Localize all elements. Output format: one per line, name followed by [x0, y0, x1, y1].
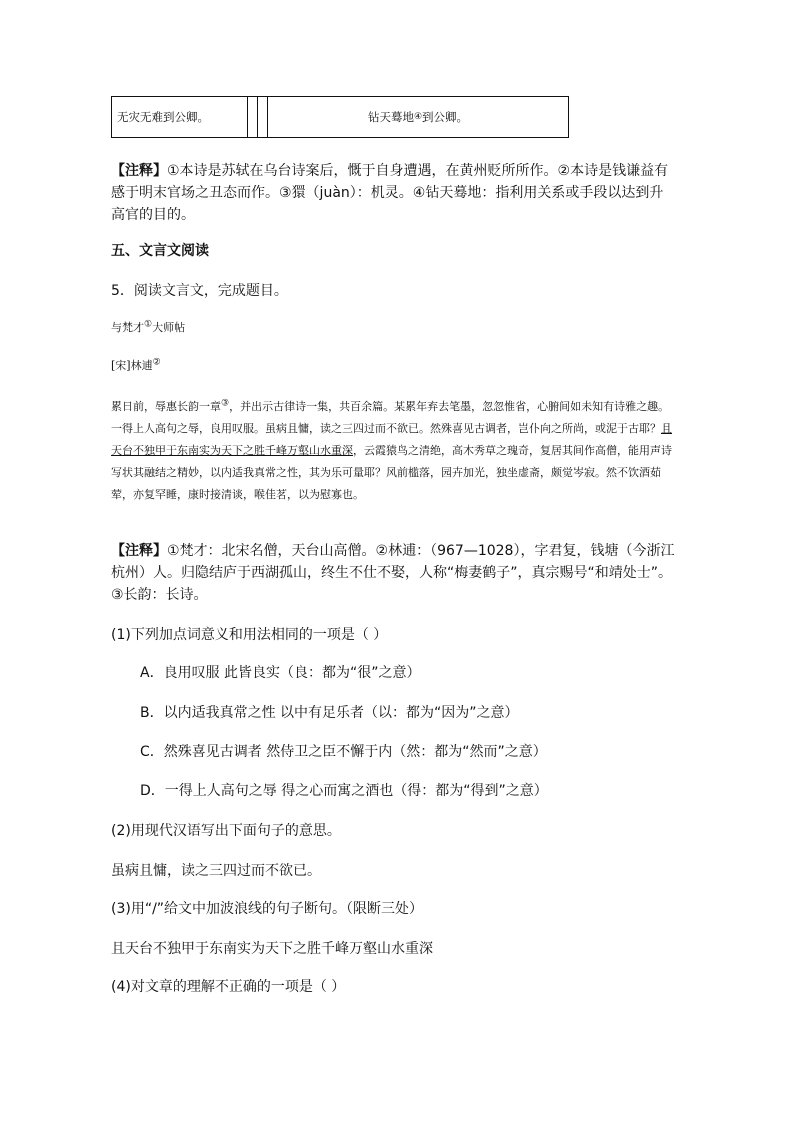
poem-comparison-table [111, 96, 569, 138]
right-cell-post: 到公卿。 [422, 110, 469, 124]
table-cell-left: 无灾无难到公卿。 [117, 110, 209, 124]
note-label: 【注释】 [111, 163, 167, 179]
passage-body: 累日前，辱惠长韵一章③，并出示古律诗一集，共百余篇。某累年弃去笔墨，忽忽惟省，心腑间如未知有诗雅之趣。一得上人高句之辱，良用叹服。虽病且慵，读之三四过而不欲已。然殊喜见古调者，岂仆向之所尚，或泥于古耶？且天台不独甲于东南实为天下之胜千峰万壑山水重深，云霞猿鸟之清绝，高木秀草之瑰奇，复居其间作高僧，能用声诗写状其融结之精妙，以内适我真常之性，其为乐可量耶？风前槛落，园卉加光，独坐虚斋，颇觉岑寂。然不饮酒茹荤，亦复罕睡，康时接清谈，喉佳茗，以为慰寡也。 [111, 398, 672, 501]
q1-option-a: A．良用叹服 此皆良实（良：都为“很”之意） [140, 665, 421, 681]
table-cell-divider-1 [247, 97, 257, 137]
right-cell-pre: 钻天蓦地 [367, 110, 414, 124]
note-text: ①梵才：北宋名僧，天台山高僧。②林逋：（967—1028），字君复，钱塘（今浙江杭州）人。归隐结庐于西湖孤山，终生不仕不娶，人称“梅妻鹤子”，真宗赐号“和靖处士”。③长韵：长诗。 [111, 543, 675, 603]
q3-stem: (3)用“/”给文中加波浪线的句子断句。（限断三处） [111, 901, 424, 917]
note-text: ①本诗是苏轼在乌台诗案后，慨于自身遭遇，在黄州贬所所作。②本诗是钱谦益有感于明末官场之丑态而作。③獧（juàn）：机灵。④钻天蓦地：指利用关系或手段以达到升高官的目的。 [111, 163, 669, 223]
q1-stem: (1)下列加点词意义和用法相同的一项是（ ） [111, 627, 388, 643]
q2-stem: (2)用现代汉语写出下面句子的意思。 [111, 823, 341, 839]
passage-title: 与梵才①大师帖 [111, 319, 186, 334]
q4-stem: (4)对文章的理解不正确的一项是（ ） [111, 979, 346, 995]
question-intro: 5．阅读文言文，完成题目。 [111, 283, 288, 299]
table-cell-divider-2 [257, 97, 267, 137]
q1-option-d: D．一得上人高句之辱 得之心而寓之酒也（得：都为“得到”之意） [140, 783, 548, 799]
q1-option-b: B．以内适我真常之性 以中有足乐者（以：都为“因为”之意） [140, 705, 519, 721]
q1-option-c: C．然殊喜见古调者 然侍卫之臣不懈于内（然：都为“然而”之意） [140, 744, 547, 760]
section-title: 五、文言文阅读 [111, 243, 209, 259]
q2-sentence: 虽病且慵，读之三四过而不欲已。 [111, 863, 321, 879]
note-label: 【注释】 [111, 543, 167, 559]
wavy-underlined-sentence: 且天台不独甲于东南实为天下之胜千峰万壑山水重深 [111, 422, 672, 457]
passage-notes [111, 540, 676, 606]
q3-sentence: 且天台不独甲于东南实为天下之胜千峰万壑山水重深 [111, 941, 433, 957]
table-cell-right: 钻天蓦地 ④ 到公卿。 [267, 97, 568, 137]
passage-author: [宋]林逋② [111, 357, 161, 372]
poem-notes [111, 160, 676, 226]
